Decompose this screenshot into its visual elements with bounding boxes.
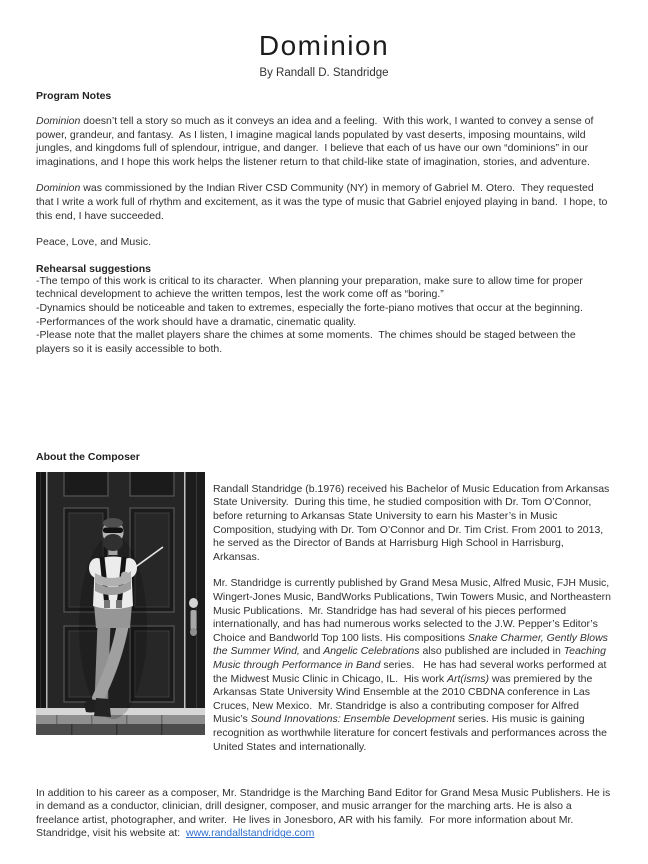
composer-photo bbox=[36, 472, 205, 735]
text-run: Mr. Standridge is currently published by Grand Mesa Music, Alfred Music, FJH Music, Wingert-Jones Music, BandWorks Publications, Twin Towers Music, and Northeastern Music Publications. Mr. Standridge has had several of his pieces performed internationally, and has had numerous works selected to the J.W. Pepper’s Editor’s Choice and Bandworld Top 100 lists. His compositions bbox=[213, 577, 614, 644]
rehearsal-item: -Dynamics should be noticeable and taken to extremes, especially the forte-piano motives that occur at the beginning. bbox=[36, 301, 583, 314]
rehearsal-item: -Please note that the mallet players share the chimes at some moments. The chimes should be staged between the players so it is easily accessible to both. bbox=[36, 329, 579, 355]
program-notes-closing: Peace, Love, and Music. bbox=[36, 236, 151, 249]
rehearsal-item: -Performances of the work should have a dramatic, cinematic quality. bbox=[36, 315, 357, 328]
text-run: Teaching Music through Performance in Band bbox=[213, 645, 609, 671]
text-run: and bbox=[299, 645, 324, 658]
program-notes-heading: Program Notes bbox=[36, 90, 112, 102]
text-run: Dominion bbox=[36, 115, 81, 127]
composer-section bbox=[36, 472, 612, 764]
website-link[interactable]: www.randallstandridge.com bbox=[186, 827, 315, 840]
composer-paragraph-2 bbox=[213, 577, 612, 754]
text-run: Sound Innovations: Ensemble Development bbox=[250, 713, 456, 726]
composer-paragraph-1: Randall Standridge (b.1976) received his Bachelor of Music Education from Arkansas State University. During this time, he studied composition with Dr. Tom O’Connor, before returning to Arkansas State University to earn his Master’s in Music Composition, studying with Dr. Tom O’Connor and Dr. Tim Crist. From 2001 to 2013, he served as the Director of Bands at Harrisburg High School in Harrisburg, Arkansas. bbox=[213, 482, 613, 563]
text-run: doesn’t tell a story so much as it conveys an idea and a feeling. With this work, I wanted to convey a sense of power, grandeur, and fantasy. As I listen, I imagine magical lands populated by vast deserts, imposing mountains, wild jungles, and kingdoms full of splendour, intrigue, and danger. I believe that each of us have our own “dominions” in our imaginations, and I hope this work helps the listener return to that child-like state of imagination, stories, and adventure. bbox=[36, 115, 597, 168]
about-composer-heading: About the Composer bbox=[36, 451, 140, 464]
text-run: was premiered by the Arkansas State University Wind Ensemble at the 2010 CBDNA conference in Las Cruces, New Mexico. Mr. Standridge is also a contributing composer for Alfred Music’s bbox=[213, 672, 595, 726]
composer-photo-illustration bbox=[36, 472, 205, 735]
text-run: Dominion bbox=[36, 182, 81, 195]
text-run: was commissioned by the Indian River CSD Community (NY) in memory of Gabriel M. Otero. They requested that I write a work full of rhythm and excitement, as it was the type of music that Gabriel enjoyed playing in band. I hope, to this end, I have succeeded. bbox=[36, 182, 611, 222]
text-run: Art(isms) bbox=[447, 672, 489, 685]
program-notes-paragraph-1 bbox=[36, 115, 612, 169]
rehearsal-heading: Rehearsal suggestions bbox=[36, 262, 151, 275]
composer-paragraph-3 bbox=[36, 787, 612, 841]
program-notes-paragraph-2 bbox=[36, 182, 612, 223]
text-run: series. He has had several works performed at the Midwest Music Clinic in Chicago, IL. His work bbox=[213, 658, 610, 685]
text-run: Angelic Celebrations bbox=[323, 645, 420, 658]
composer-bio-column bbox=[213, 472, 612, 764]
text-run: In addition to his career as a composer, Mr. Standridge is the Marching Band Editor for Grand Mesa Music Publishers. He is in demand as a conductor, clinician, drill designer, composer, and music arranger for the marching arts. He is also a freelance artist, photographer, and writer. He lives in Jonesboro, AR with his family. For more information about Mr. Standridge, visit his website at: bbox=[36, 786, 614, 840]
text-run: also published are included in bbox=[419, 645, 564, 658]
rehearsal-item: -The tempo of this work is critical to its character. When planning your preparation, make sure to allow time for proper technical development to achieve the written tempos, lest the work come off as “boring.” bbox=[36, 274, 586, 301]
sunglasses bbox=[103, 528, 123, 534]
text-run: series. His music is gaining recognition as worthwhile literature for concert festivals and performances across the United States and internationally. bbox=[213, 713, 610, 753]
text-run: Snake Charmer, Gently Blows the Summer Wind, bbox=[213, 631, 611, 658]
page-title: Dominion bbox=[258, 30, 390, 61]
byline: By Randall D. Standridge bbox=[259, 67, 389, 79]
